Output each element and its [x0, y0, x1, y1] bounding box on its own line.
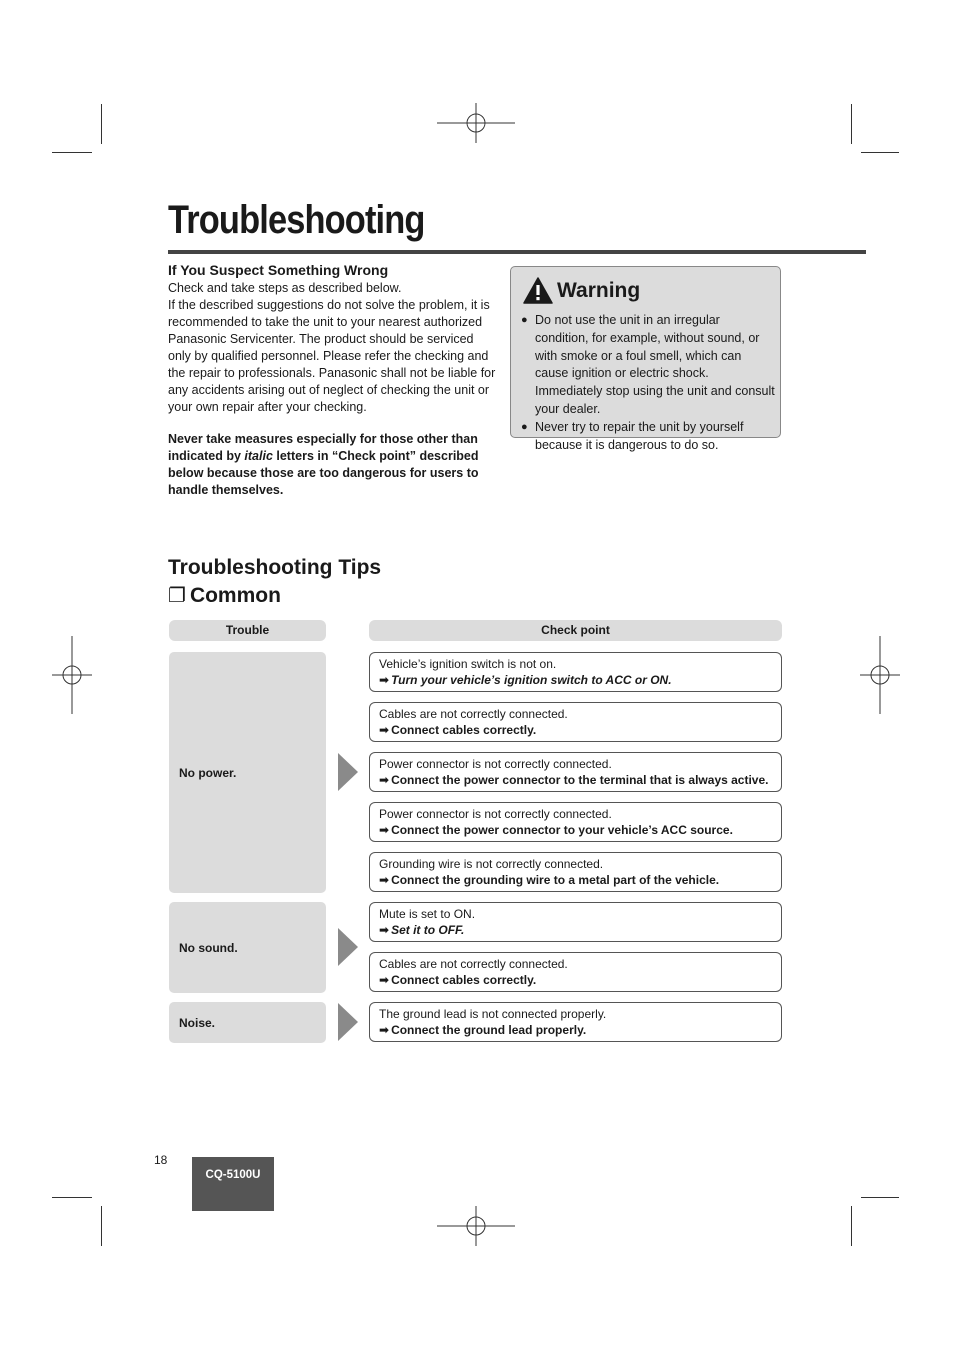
check-condition: Vehicle’s ignition switch is not on.	[379, 657, 557, 671]
crop-mark	[52, 152, 92, 153]
crop-mark	[861, 1197, 899, 1198]
warning-header	[523, 277, 640, 304]
arrow-right-icon	[338, 928, 358, 966]
warning-list	[521, 312, 775, 454]
trouble-cell-no-sound: No sound.	[169, 902, 326, 993]
model-badge: CQ-5100U	[192, 1157, 274, 1211]
check-remedy: ➡ Set it to OFF.	[379, 923, 465, 937]
warning-item: ● Never try to repair the unit by yourself because it is dangerous to do so.	[521, 419, 744, 452]
intro-line-1: Check and take steps as described below.	[168, 281, 402, 295]
check-remedy: ➡ Connect cables correctly.	[379, 723, 537, 737]
caution-text-1: Never take measures especially for those other than indicated by	[168, 432, 478, 463]
intro-paragraph: If the described suggestions do not solve the problem, it is recommended to take the unit to your nearest authorized Panasonic Servicenter. The product should be serviced only by qualified personnel. Please refer the checking and the repair to professionals. Panasonic shall not be liable for any accidents arising out of neglect of checking the unit or your own repair after your checking.	[168, 298, 496, 414]
bullet-icon: ●	[521, 314, 528, 326]
registration-mark-top	[437, 103, 515, 143]
warning-item: ● Do not use the unit in an irregular condition, for example, without sound, or with smoke or a foul smell, which can cause ignition or electric shock. Immediately stop using the unit and consult your dealer.	[521, 313, 775, 416]
remedy-arrow-icon: ➡	[379, 873, 390, 887]
bullet-icon: ●	[521, 420, 528, 433]
page-number: 18	[154, 1153, 168, 1167]
check-condition: Power connector is not correctly connected.	[379, 807, 612, 821]
remedy-arrow-icon: ➡	[379, 673, 390, 687]
common-heading	[168, 583, 281, 608]
warning-title: Warning	[557, 278, 641, 302]
check-point-row	[369, 752, 782, 792]
checkbox-icon: ❐	[168, 585, 186, 607]
check-point-row	[369, 902, 782, 942]
check-point-row	[369, 1002, 782, 1042]
common-heading-label: Common	[189, 583, 281, 607]
warning-box	[510, 266, 781, 452]
check-point-row	[369, 652, 782, 692]
title-rule	[168, 250, 866, 254]
check-remedy: ➡ Turn your vehicle’s ignition switch to ACC or ON.	[379, 673, 672, 687]
registration-mark-bottom	[437, 1206, 515, 1246]
registration-mark-right	[860, 636, 900, 714]
check-point-row	[369, 852, 782, 892]
registration-mark-left	[52, 636, 92, 714]
remedy-arrow-icon: ➡	[379, 823, 390, 837]
check-condition: Cables are not correctly connected.	[379, 707, 568, 721]
check-remedy: ➡ Connect the grounding wire to a metal part of the vehicle.	[379, 873, 720, 887]
column-header-trouble: Trouble	[169, 620, 326, 641]
crop-mark	[52, 1197, 92, 1198]
crop-mark	[851, 1206, 852, 1246]
check-point-row	[369, 802, 782, 842]
intro-caution	[168, 431, 498, 499]
crop-mark	[861, 152, 899, 153]
page-title: Troubleshooting	[168, 198, 425, 242]
caution-italic-word: italic	[244, 449, 273, 463]
check-condition: Cables are not correctly connected.	[379, 957, 568, 971]
check-condition: Mute is set to ON.	[379, 907, 476, 921]
column-header-check-point: Check point	[369, 620, 782, 641]
warning-triangle-icon	[523, 277, 553, 304]
caution-text-2: letters in “Check point” described below because those are too dangerous for users to handle themselves.	[168, 449, 479, 497]
check-remedy: ➡ Connect the power connector to the terminal that is always active.	[379, 773, 769, 787]
arrow-right-icon	[338, 1003, 358, 1041]
check-condition: The ground lead is not connected properly.	[379, 1007, 607, 1021]
check-point-row	[369, 702, 782, 742]
crop-mark	[101, 104, 102, 144]
crop-mark	[851, 104, 852, 144]
trouble-cell-no-power: No power.	[169, 652, 326, 893]
intro-section	[168, 262, 498, 499]
remedy-arrow-icon: ➡	[379, 1023, 390, 1037]
arrow-right-icon	[338, 753, 358, 791]
check-remedy: ➡ Connect the power connector to your vehicle’s ACC source.	[379, 823, 733, 837]
remedy-arrow-icon: ➡	[379, 723, 390, 737]
check-remedy: ➡ Connect cables correctly.	[379, 973, 537, 987]
check-condition: Grounding wire is not correctly connected.	[379, 857, 604, 871]
check-point-row	[369, 952, 782, 992]
trouble-cell-noise: Noise.	[169, 1002, 326, 1043]
tips-heading: Troubleshooting Tips	[168, 556, 382, 579]
check-remedy: ➡ Connect the ground lead properly.	[379, 1023, 587, 1037]
intro-subhead: If You Suspect Something Wrong	[168, 262, 389, 278]
remedy-arrow-icon: ➡	[379, 923, 390, 937]
remedy-arrow-icon: ➡	[379, 973, 390, 987]
remedy-arrow-icon: ➡	[379, 773, 390, 787]
check-condition: Power connector is not correctly connected.	[379, 757, 612, 771]
crop-mark	[101, 1206, 102, 1246]
